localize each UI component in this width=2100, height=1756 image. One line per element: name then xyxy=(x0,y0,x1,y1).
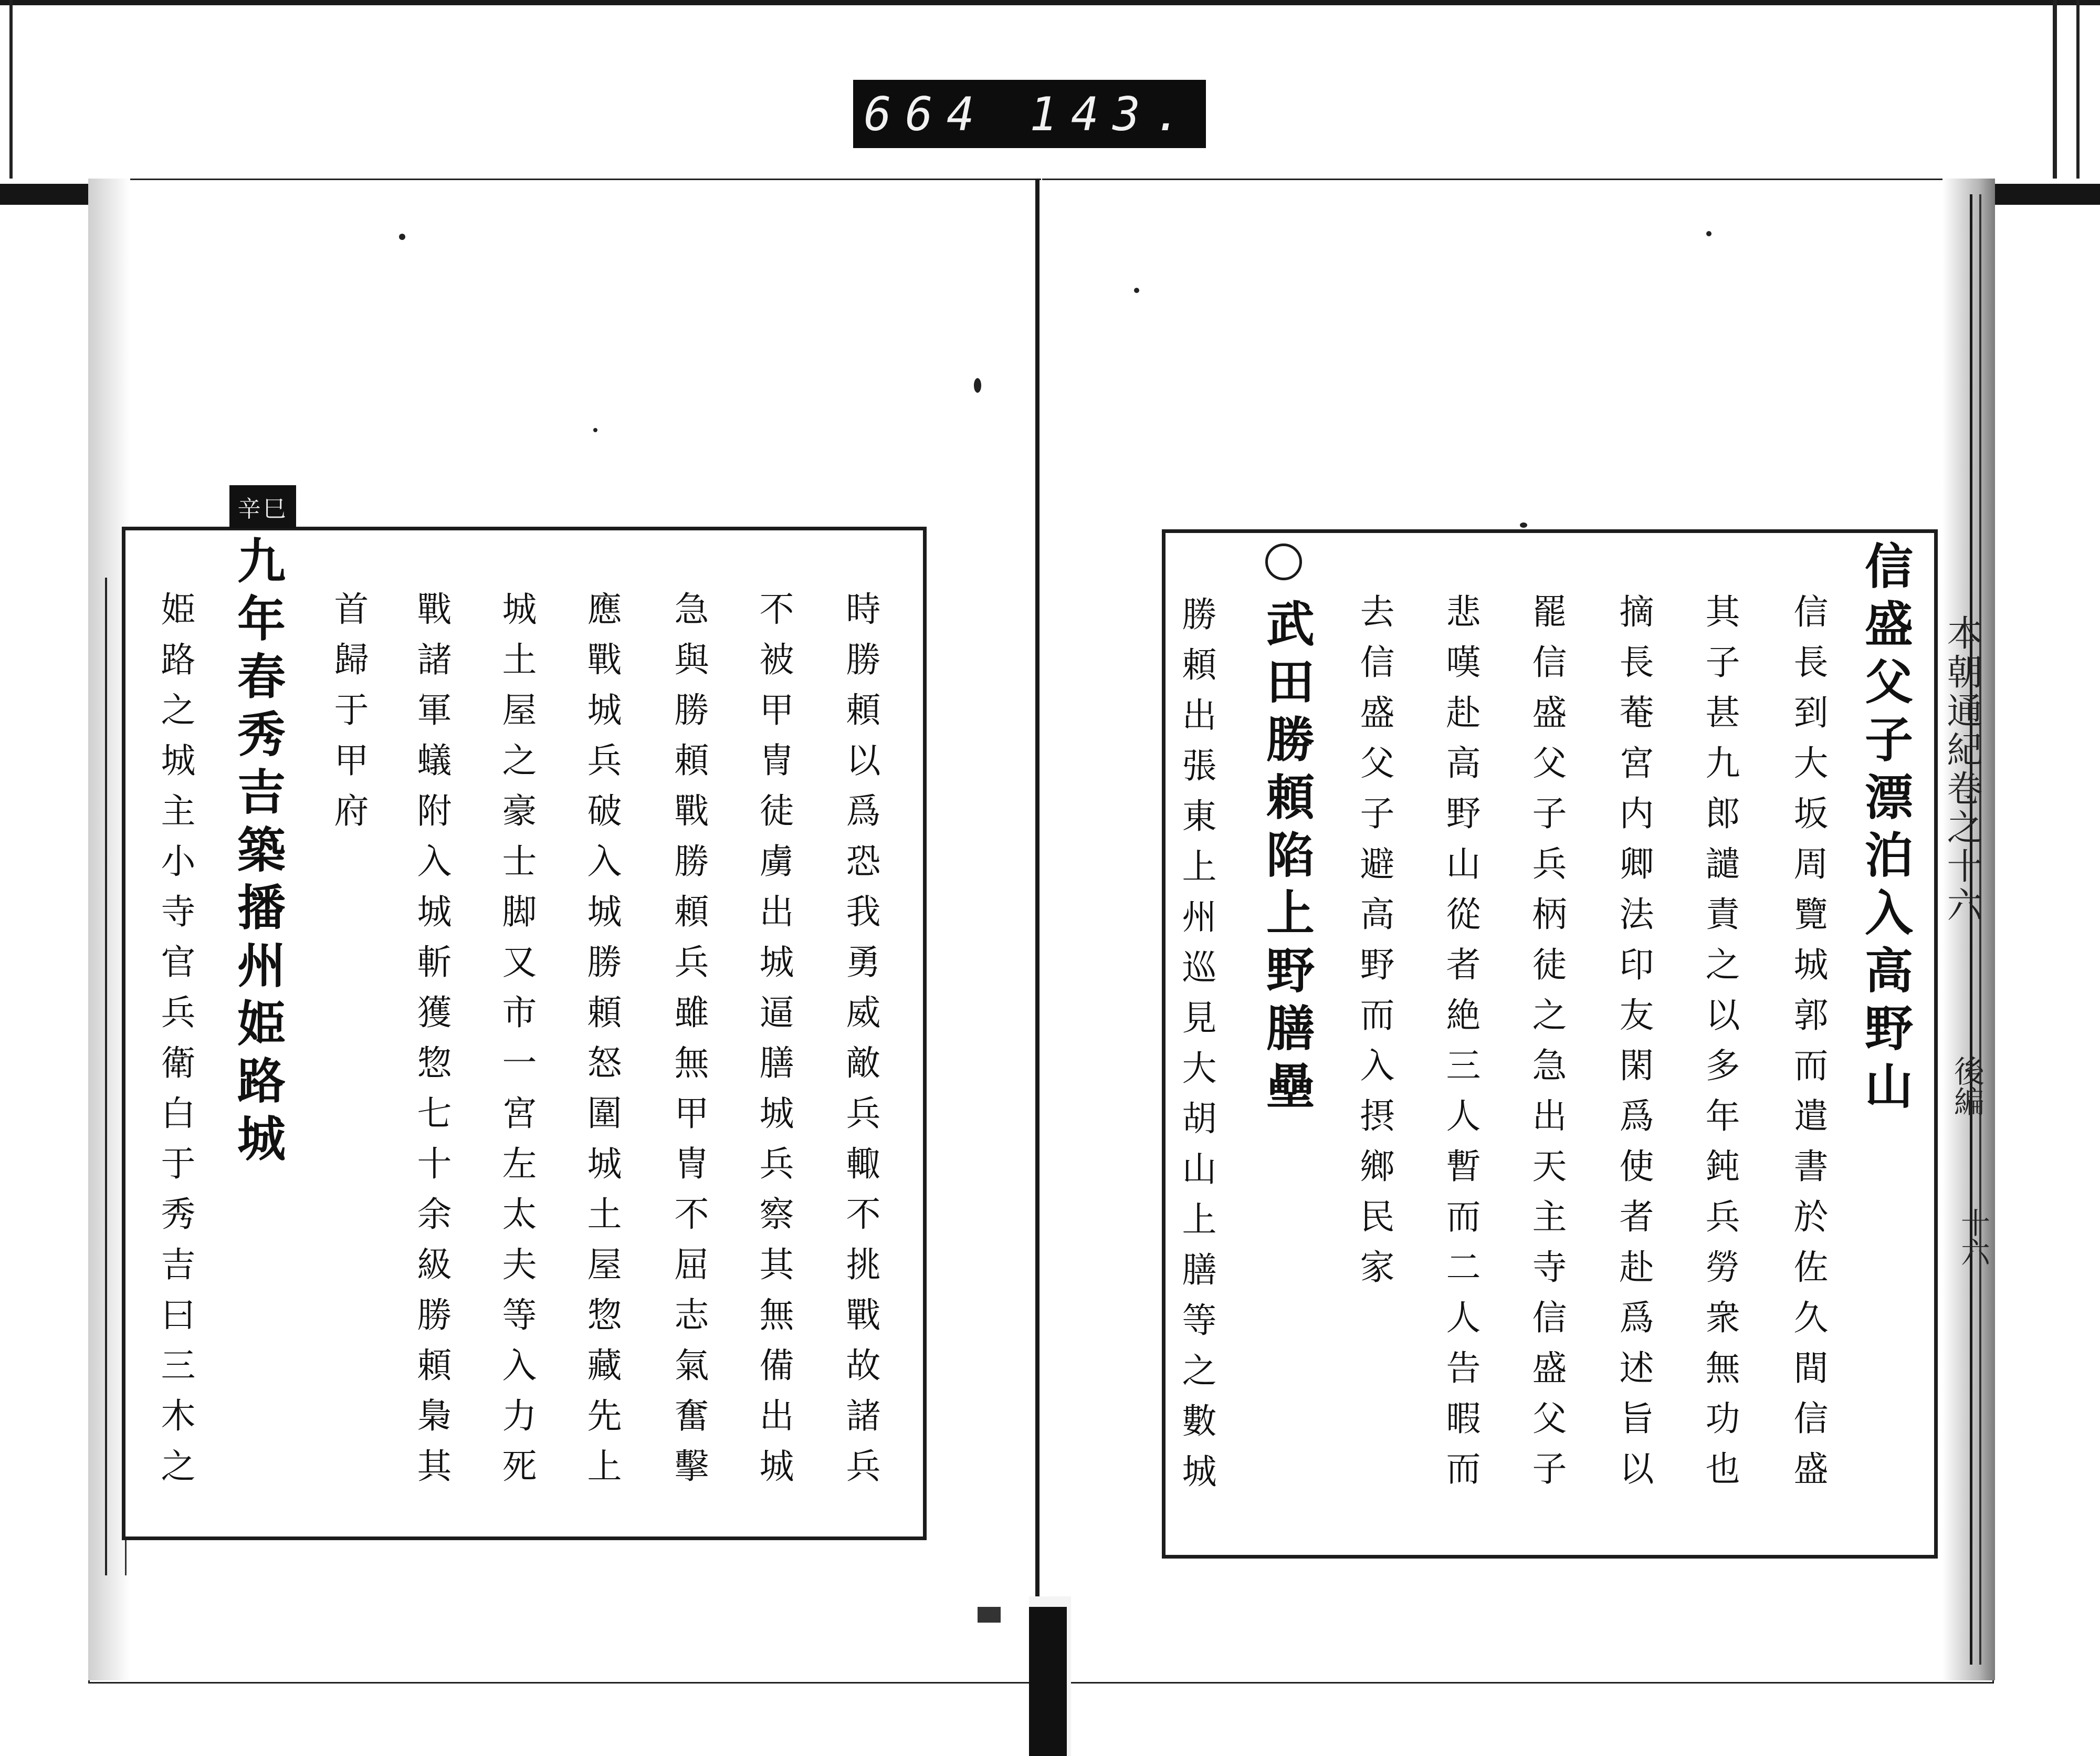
text-column: 摘長菴宮内卿法印友閑爲使者赴爲述旨以 xyxy=(1613,593,1654,1501)
scan-speck xyxy=(1520,522,1527,528)
section-heading: 信盛父子漂泊入高野山 xyxy=(1857,541,1914,1119)
era-tag: 辛巳 xyxy=(229,485,296,528)
scan-speck xyxy=(593,428,597,432)
text-column: 不被甲冑徒虜出城逼膳城兵察其無備出城 xyxy=(753,591,794,1498)
text-column: 應戰城兵破入城勝頼怒圍城土屋惣藏先上 xyxy=(581,591,622,1498)
margin-book-title: 本朝通紀卷之十六 xyxy=(1941,614,1982,925)
text-column: 時勝頼以爲恐我勇威敵兵輙不挑戰故諸兵 xyxy=(840,591,880,1498)
scan-frame-edge xyxy=(2053,0,2057,179)
catalog-label-plate xyxy=(853,80,1206,148)
scan-speck xyxy=(1134,288,1139,293)
section-heading: 九年春秀吉築播州姫路城 xyxy=(229,536,286,1171)
scan-frame-top xyxy=(0,0,2100,5)
text-column: 信長到大坂周覽城郭而遣書於佐久間信盛 xyxy=(1788,593,1828,1501)
scan-frame-edge xyxy=(9,0,13,179)
text-column: 悲嘆赴高野山從者絶三人暫而二人告暇而 xyxy=(1440,593,1480,1501)
spine-mark xyxy=(978,1607,1001,1623)
scan-frame-bar-right xyxy=(1995,184,2100,205)
scan-speck xyxy=(1706,231,1712,236)
margin-section: 後編 xyxy=(1949,1055,1984,1116)
text-column: 姫路之城主小寺官兵衛白于秀吉曰三木之 xyxy=(155,591,195,1498)
catalog-label-text: 664 143. xyxy=(864,87,1195,141)
text-column: 去信盛父子避高野而入摂鄉民家 xyxy=(1354,593,1394,1299)
margin-folio-number: 十六 xyxy=(1956,1208,1990,1267)
section-circle-mark xyxy=(1265,543,1302,580)
text-column: 首歸于甲府 xyxy=(328,591,369,843)
scan-speck xyxy=(399,234,405,240)
text-column: 城土屋之豪士脚又市一宮左太夫等入力死 xyxy=(496,591,537,1498)
scan-frame-edge xyxy=(2076,0,2080,179)
section-heading: 武田勝頼陷上野膳壘 xyxy=(1258,599,1315,1119)
text-column: 勝頼出張東上州巡見大胡山上膳等之數城 xyxy=(1176,596,1216,1503)
spine-shadow xyxy=(1029,1607,1067,1756)
text-column: 罷信盛父子兵柄徒之急出天主寺信盛父子 xyxy=(1526,593,1567,1501)
scan-speck xyxy=(974,378,981,393)
scan-frame-bar-left xyxy=(0,184,94,205)
text-column: 急與勝頼戰勝頼兵雖無甲冑不屈志氣奮擊 xyxy=(668,591,709,1498)
text-column: 戰諸軍蟻附入城斬獲惣七十余級勝頼梟其 xyxy=(411,591,452,1498)
left-page-rule xyxy=(105,578,107,1575)
text-column: 其子甚九郎譴責之以多年鈍兵勞衆無功也 xyxy=(1699,593,1740,1501)
book-spine xyxy=(1035,179,1040,1680)
